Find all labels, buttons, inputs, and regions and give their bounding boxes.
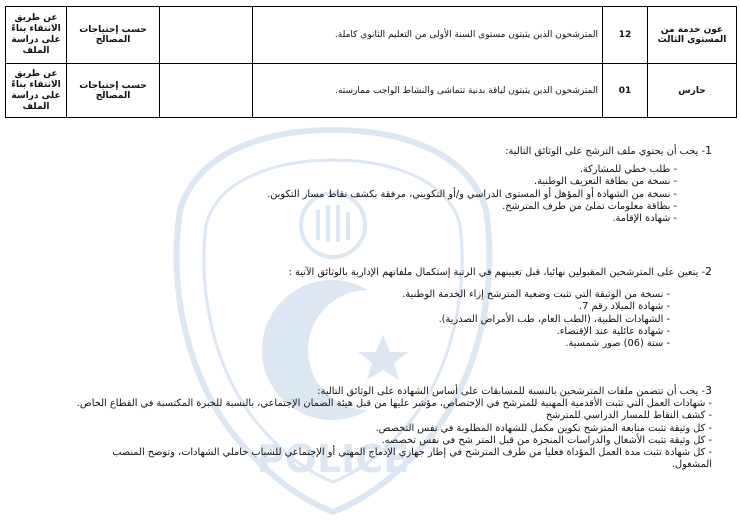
section-title: - يجب أن تتضمن ملفات المترشحين بالنسبة للمسابقات على أساس الشهادة على الوثائق التالية: bbox=[317, 386, 705, 397]
section-title: - يتعين على المترشحين المقبولين نهائيا، قبل تعيينهم في الرتبة إستكمال ملفاتهم الإدارية بالوثائق الآتية : bbox=[288, 267, 705, 278]
post-name: حارس bbox=[648, 64, 737, 118]
post-need: حسب إحتياجات المصالح bbox=[67, 64, 160, 118]
post-name: عون خدمة من المستوى الثالث bbox=[648, 7, 737, 64]
post-mode: عن طريق الانتقاء بناءً على دراسة الملف bbox=[6, 7, 67, 64]
list-item: - نسخة من الوثيقة التي تثبت وضعية المترشح إزاء الخدمة الوطنية. bbox=[402, 289, 670, 300]
section-3-heading bbox=[10, 384, 712, 398]
list-item: المشغول. bbox=[671, 459, 712, 471]
post-conditions: المترشحون الذين يثبتون لياقة بدنية تتماشى والنشاط الواجب ممارسته. bbox=[253, 64, 603, 118]
list-item: - شهادات العمل التي تثبت الأقدمية المهنية للمترشح في الإختصاص، مؤشر عليها من قبل هيئة الضمان الإجتماعي، بالنسبة للخبرة المكتسبة في القطاع الخاص. bbox=[76, 398, 712, 409]
section-3 bbox=[10, 384, 712, 472]
list-item: - شهادة الميلاد رقم 7. bbox=[578, 301, 670, 313]
empty-cell bbox=[160, 7, 253, 64]
post-conditions: المترشحون الذين يثبتون مستوى السنة الأولى من التعليم الثانوي كاملة. bbox=[253, 7, 603, 64]
list-item: - الشهادات الطبية، (الطب العام، طب الأمراض الصدرية). bbox=[438, 313, 670, 325]
post-need: حسب إحتياجات المصالح bbox=[67, 7, 160, 64]
watermark-text: POLICE bbox=[256, 437, 410, 481]
list-item: - كشف النقاط للمسار الدراسي للمترشح bbox=[545, 410, 712, 422]
list-item: - كل وثيقة تثبت الأشغال والدراسات المنجزة من قبل المتر شح في نفس تخصصه. bbox=[381, 434, 712, 446]
list-item: - نسخة من الشهادة أو المؤهل أو المستوى الدراسي و/أو التكويني، مرفقة بكشف نقاط مسار التكوين. bbox=[267, 188, 677, 200]
list-item: - كل شهادة تثبت مدة العمل المؤداة فعليا من طرف المترشح في إطار جهازي الإدماج المهني أو الإجتماعي للشباب حاملي الشهادات، وتوضح المنصب bbox=[112, 447, 712, 459]
list-item: - بطاقة معلومات تملئ من طرف المترشح. bbox=[502, 200, 677, 212]
list-item: - شهادة عائلية عند الإقتضاء. bbox=[556, 325, 670, 337]
section-2-heading bbox=[10, 265, 712, 279]
post-count: 01 bbox=[603, 64, 648, 118]
list-item: - نسخة من بطاقة التعريف الوطنية. bbox=[533, 176, 677, 188]
post-count: 12 bbox=[603, 7, 648, 64]
section-number: 2 bbox=[705, 265, 712, 278]
table-row bbox=[6, 64, 737, 118]
section-number: 3 bbox=[705, 384, 712, 397]
post-mode: عن طريق الانتقاء بناءً على دراسة الملف bbox=[6, 64, 67, 118]
section-1-heading bbox=[10, 144, 712, 158]
section-number: 1 bbox=[705, 144, 712, 157]
empty-cell bbox=[160, 64, 253, 118]
section-1 bbox=[10, 144, 712, 225]
list-item: - طلب خطي للمشاركة. bbox=[579, 164, 677, 175]
section-title: - يجب أن يحتوي ملف الترشح على الوثائق التالية: bbox=[505, 146, 705, 157]
table-row bbox=[6, 7, 737, 64]
list-item: - شهادة الإقامة. bbox=[612, 213, 677, 225]
list-item: - كل وثيقة تثبت متابعة المترشح تكوين مكمل للشهادة المطلوبة في نفس التخصص. bbox=[375, 422, 712, 434]
section-2 bbox=[10, 265, 712, 350]
list-item: - ستة (06) صور شمسية. bbox=[565, 338, 670, 350]
posts-table bbox=[5, 6, 737, 118]
